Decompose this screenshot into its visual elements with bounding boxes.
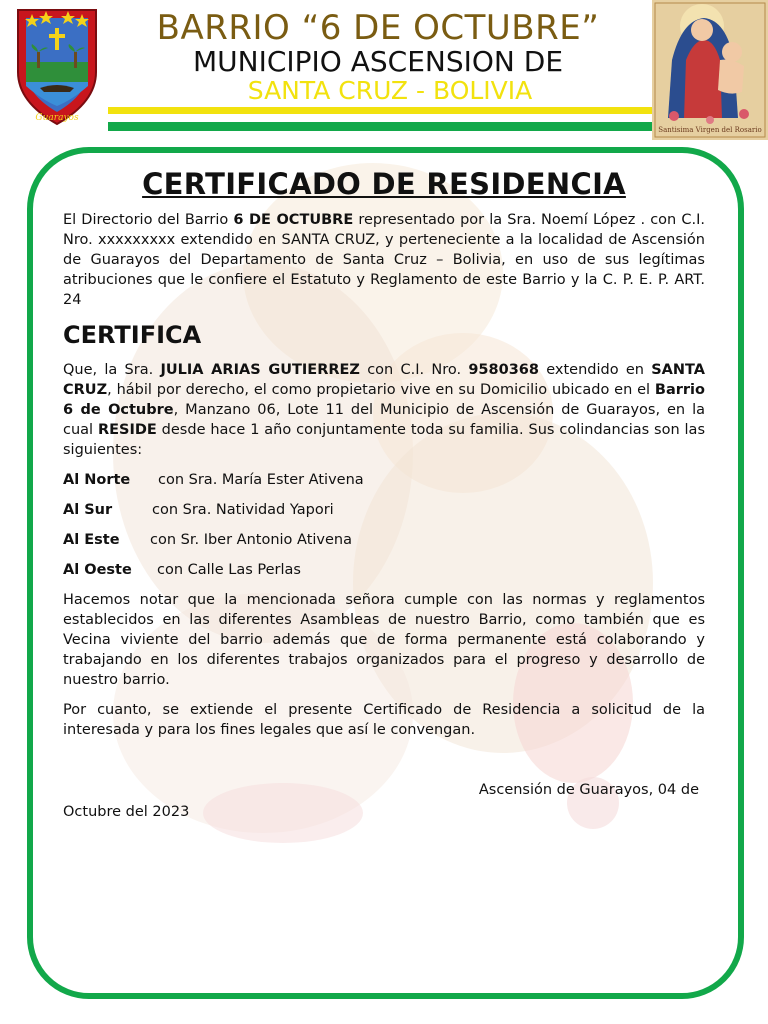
compliance-paragraph: Hacemos notar que la mencionada señora cumple con las normas y reglamentos establecidos en las diferentes Asambleas de nuestro Barrio, como también que es Vecina viviente del barrio además que de forma permanente está colaborando y trabajando en los diferentes trabajos organizados para el progreso y desarrollo de nuestro barrio. bbox=[63, 592, 705, 688]
boundary-east bbox=[63, 530, 705, 550]
body-text-5: , Manzano 06, Lote 11 del Municipio de Ascensión de Guarayos, en la cual bbox=[63, 402, 705, 438]
reside-keyword: RESIDE bbox=[97, 422, 157, 438]
resident-ci-place: SANTA CRUZ bbox=[63, 362, 705, 398]
boundary-north bbox=[63, 470, 705, 490]
body-paragraph bbox=[63, 360, 705, 460]
intro-barrio-name: 6 DE OCTUBRE bbox=[233, 212, 354, 228]
closing-date: Octubre del 2023 bbox=[63, 804, 190, 820]
closing-paragraph: Por cuanto, se extiende el presente Certificado de Residencia a solicitud de la interesada y para los fines legales que así le convengan. bbox=[63, 702, 705, 738]
intro-text-1: El Directorio del Barrio bbox=[63, 212, 234, 228]
boundary-label: Al Oeste bbox=[63, 562, 132, 578]
boundary-value: con Sra. Natividad Yapori bbox=[152, 502, 334, 518]
header-line-municipio: MUNICIPIO ASCENSION DE bbox=[192, 45, 564, 78]
certifica-heading: CERTIFICA bbox=[63, 321, 202, 349]
intro-paragraph bbox=[63, 210, 705, 310]
header-line-barrio: BARRIO “6 DE OCTUBRE” bbox=[156, 8, 600, 48]
guarayos-crest-icon bbox=[10, 2, 104, 132]
certificate-content bbox=[63, 160, 705, 822]
boundary-value: con Sra. María Ester Ativena bbox=[158, 472, 364, 488]
body-text-6: desde hace 1 año conjuntamente toda su familia. Sus colindancias son las siguientes: bbox=[63, 422, 705, 458]
body-text-2: con C.I. Nro. bbox=[359, 362, 469, 378]
boundary-label: Al Norte bbox=[63, 472, 131, 488]
boundary-west bbox=[63, 560, 705, 580]
header-yellow-rule bbox=[108, 107, 654, 114]
virgin-and-child-icon bbox=[652, 0, 768, 140]
closing-place: Ascensión de Guarayos, 04 de bbox=[478, 782, 699, 798]
virgin-image bbox=[652, 0, 768, 140]
boundary-value: con Sr. Iber Antonio Ativena bbox=[150, 532, 352, 548]
barrio-address: Barrio 6 de Octubre bbox=[63, 382, 705, 418]
body-text-4: , hábil por derecho, el como propietario vive en su Domicilio ubicado en el bbox=[107, 382, 655, 398]
intro-text-2: representado por la Sra. Noemí López . con C.I. Nro. xxxxxxxxx extendido en SANTA CRUZ, y perteneciente a la localidad de Ascensión de Guarayos del Departamento de Santa Cruz – Bolivia, en uso de sus legítimas atribuciones que le confiere el Estatuto y Reglamento de este Barrio y la C. P. E. P. ART. 24 bbox=[63, 212, 705, 308]
virgin-image-caption: Santisima Virgen del Rosario bbox=[658, 126, 762, 134]
body-text-1: Que, la Sra. bbox=[63, 362, 161, 378]
boundary-south bbox=[63, 500, 705, 520]
body-text-3: extendido en bbox=[538, 362, 652, 378]
boundary-value: con Calle Las Perlas bbox=[157, 562, 301, 578]
boundary-label: Al Este bbox=[63, 532, 120, 548]
resident-name: JULIA ARIAS GUTIERREZ bbox=[160, 362, 360, 378]
svg-text:Guarayos: Guarayos bbox=[35, 113, 79, 123]
resident-ci: 9580368 bbox=[468, 362, 539, 378]
document-title: CERTIFICADO DE RESIDENCIA bbox=[142, 167, 626, 201]
header-green-rule bbox=[108, 122, 654, 131]
header-line-santa-cruz: SANTA CRUZ - BOLIVIA bbox=[247, 76, 533, 105]
boundary-label: Al Sur bbox=[63, 502, 113, 518]
